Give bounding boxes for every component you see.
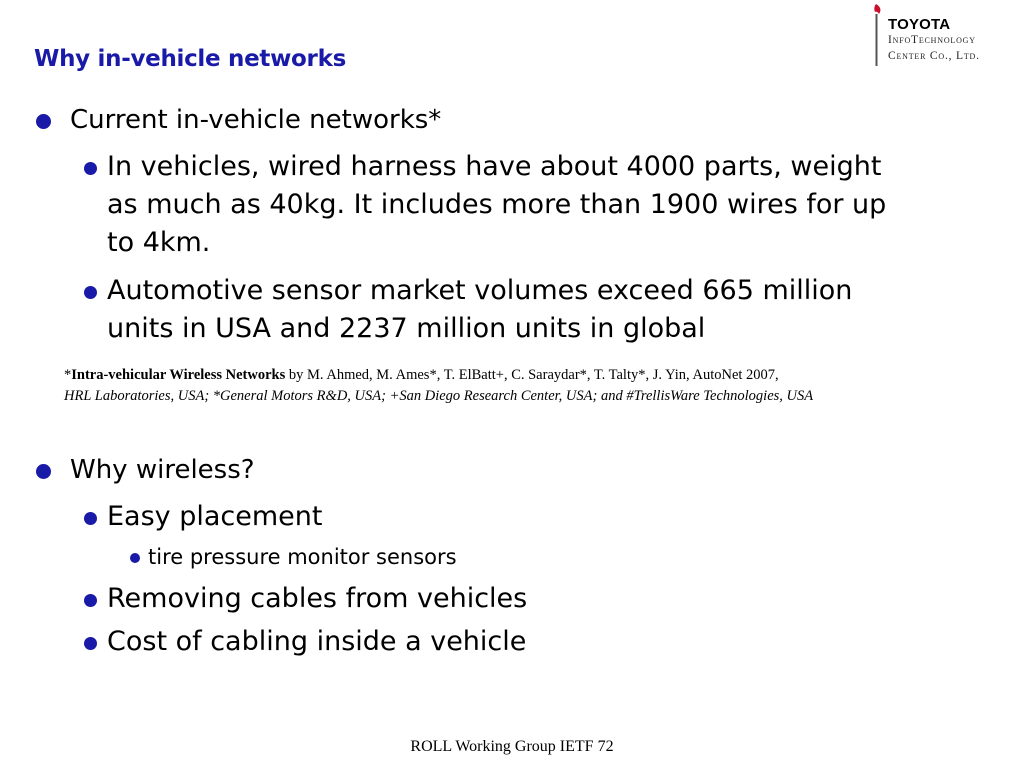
logo-line-1: InfoTechnology (888, 34, 976, 46)
bullet-cost-cabling (84, 623, 526, 661)
bullet-dot-icon (36, 464, 51, 479)
logo-line-2: Center Co., Ltd. (888, 50, 980, 62)
bullet-line: to 4km. (107, 227, 211, 258)
toyota-mark-icon (870, 2, 884, 66)
bullet-removing-cables (84, 580, 527, 618)
citation-title: Intra-vehicular Wireless Networks (71, 367, 286, 383)
bullet-text: Cost of cabling inside a vehicle (107, 626, 527, 657)
bullet-wired-harness (84, 148, 886, 262)
bullet-text: Why wireless? (70, 455, 255, 485)
bullet-text: Easy placement (107, 501, 323, 532)
bullet-line: units in USA and 2237 million units in global (107, 313, 706, 344)
bullet-text-block (107, 272, 852, 348)
bullet-text-block (107, 148, 886, 262)
bullet-text: tire pressure monitor sensors (148, 545, 457, 569)
bullet-line: In vehicles, wired harness have about 4000 parts, weight (107, 151, 882, 182)
citation (64, 365, 813, 407)
bullet-dot-icon (130, 553, 140, 563)
slide-title: Why in-vehicle networks (34, 46, 346, 72)
slide-footer: ROLL Working Group IETF 72 (410, 738, 614, 755)
citation-prefix: * (64, 367, 72, 383)
logo-brand: TOYOTA (888, 16, 951, 33)
bullet-why-wireless (36, 452, 255, 488)
bullet-current-networks (36, 102, 441, 138)
bullet-line: Automotive sensor market volumes exceed 665 million (107, 275, 853, 306)
bullet-tire-pressure (130, 543, 457, 571)
bullet-easy-placement (84, 498, 323, 536)
citation-affiliations: HRL Laboratories, USA; *General Motors R&D, USA; +San Diego Research Center, USA; and #TrellisWare Technologies, USA (64, 388, 814, 404)
bullet-dot-icon (84, 162, 97, 175)
bullet-sensor-market (84, 272, 852, 348)
citation-authors: by M. Ahmed, M. Ames*, T. ElBatt+, C. Saraydar*, T. Talty*, J. Yin, AutoNet 2007, (285, 367, 779, 383)
bullet-dot-icon (84, 637, 97, 650)
bullet-dot-icon (84, 512, 97, 525)
bullet-dot-icon (84, 594, 97, 607)
bullet-line: as much as 40kg. It includes more than 1900 wires for up (107, 189, 887, 220)
company-logo (866, 0, 1016, 72)
bullet-text: Removing cables from vehicles (107, 583, 528, 614)
bullet-dot-icon (84, 286, 97, 299)
bullet-dot-icon (36, 114, 51, 129)
bullet-text: Current in-vehicle networks* (70, 105, 442, 135)
